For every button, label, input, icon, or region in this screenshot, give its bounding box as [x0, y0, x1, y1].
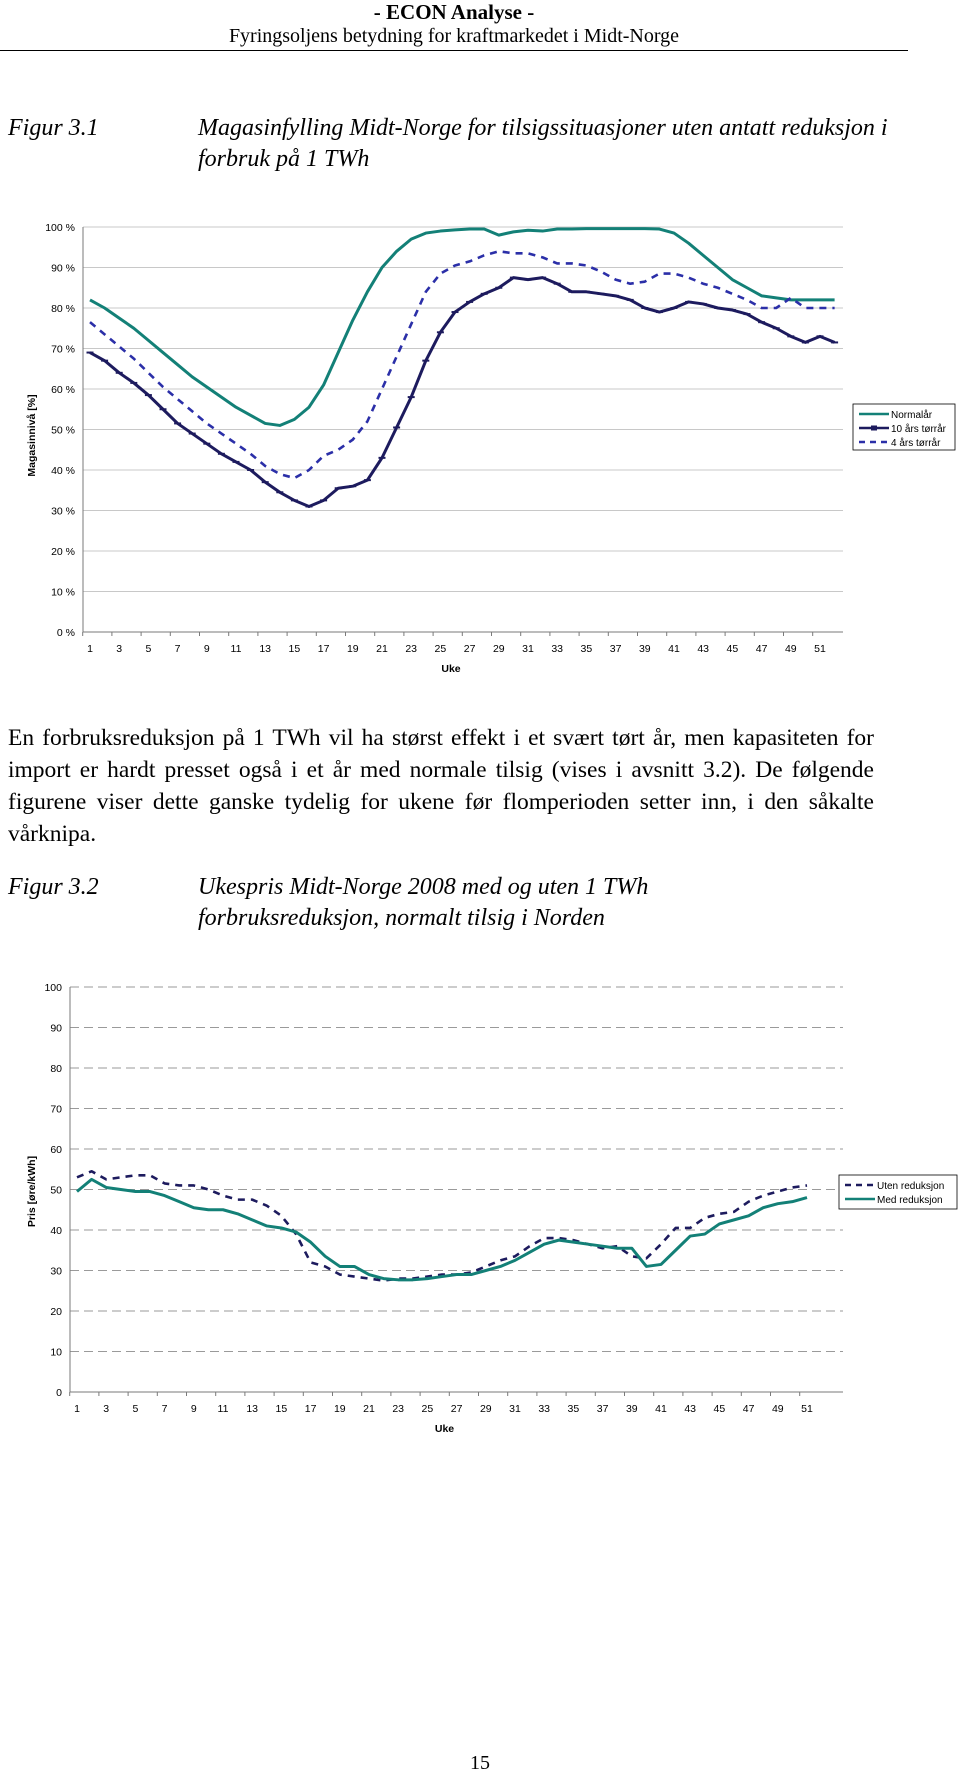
x-tick-label: 35: [580, 643, 593, 655]
x-tick-label: 43: [684, 1403, 697, 1415]
x-tick-label: 35: [567, 1403, 580, 1415]
y-axis-title: Magasinnivå [%]: [26, 394, 38, 477]
y-axis-title: Pris [øre/kWh]: [26, 1155, 38, 1228]
x-tick-label: 49: [771, 1403, 784, 1415]
x-tick-label: 9: [190, 1403, 197, 1415]
x-tick-label: 47: [755, 643, 768, 655]
x-tick-label: 27: [450, 1403, 463, 1415]
x-tick-label: 9: [203, 643, 210, 655]
x-tick-label: 5: [132, 1403, 139, 1415]
y-tick-label: 100 %: [45, 222, 75, 234]
x-tick-label: 29: [479, 1403, 492, 1415]
series-line-2: [90, 278, 835, 507]
y-tick-label: 20 %: [51, 546, 75, 558]
x-tick-label: 51: [814, 643, 826, 655]
body-paragraph: En forbruksreduksjon på 1 TWh vil ha størst effekt i et svært tørt år, men kapasiteten for import er hardt presset også i et år med normale tilsig (vises i avsnitt 3.2). De følgende figurene viser dette ganske tydelig for ukene før flomperioden setter inn, i den såkalte vårknipa.: [8, 725, 874, 847]
x-tick-label: 49: [784, 643, 797, 655]
y-tick-label: 80: [50, 1063, 62, 1075]
figure2-caption: Ukespris Midt-Norge 2008 med og uten 1 TWh forbruksreduksjon, normalt tilsig i Norden: [198, 874, 649, 931]
y-tick-label: 0: [56, 1387, 62, 1399]
figure1-caption: Magasinfylling Midt-Norge for tilsigssituasjoner uten antatt reduksjon i forbruk på 1 TWh: [198, 115, 888, 172]
x-tick-label: 33: [551, 643, 564, 655]
x-tick-label: 47: [742, 1403, 755, 1415]
x-tick-label: 5: [145, 643, 152, 655]
y-tick-label: 50 %: [51, 424, 75, 437]
x-tick-label: 37: [609, 643, 622, 655]
y-tick-label: 90 %: [51, 262, 75, 275]
header-title: - ECON Analyse -: [373, 0, 535, 24]
y-tick-label: 60 %: [51, 384, 75, 396]
y-tick-label: 20: [50, 1306, 62, 1318]
series-line-3: [90, 251, 835, 478]
chart-legend: [839, 1175, 957, 1209]
x-tick-label: 33: [538, 1403, 551, 1415]
x-tick-label: 51: [801, 1403, 813, 1415]
x-axis-title: Uke: [434, 1423, 455, 1435]
x-tick-label: 31: [522, 643, 534, 655]
y-tick-label: 40: [50, 1225, 62, 1237]
y-tick-label: 10: [50, 1346, 62, 1359]
x-tick-label: 27: [463, 643, 476, 655]
chart-legend: [853, 404, 955, 450]
x-tick-label: 41: [668, 643, 680, 655]
x-tick-label: 21: [376, 643, 388, 655]
legend-label: Med reduksjon: [877, 1195, 943, 1206]
x-axis-title: Uke: [441, 663, 461, 675]
header-subtitle: Fyringsoljens betydning for kraftmarkedet i Midt-Norge: [228, 25, 680, 47]
y-tick-label: 50: [50, 1184, 62, 1197]
y-tick-label: 90: [50, 1022, 62, 1035]
x-tick-label: 1: [87, 643, 93, 655]
series-line-1: [90, 229, 835, 426]
legend-label: Uten reduksjon: [877, 1181, 945, 1192]
x-tick-label: 39: [625, 1403, 638, 1415]
x-tick-label: 21: [363, 1403, 375, 1415]
x-tick-label: 23: [405, 643, 418, 655]
x-tick-label: 11: [230, 643, 242, 655]
figure1-label: Figur 3.1: [8, 115, 99, 141]
x-tick-label: 31: [509, 1403, 521, 1415]
figure2-label: Figur 3.2: [8, 874, 99, 900]
page-number: 15: [470, 1752, 490, 1774]
y-tick-label: 30 %: [51, 505, 75, 518]
x-tick-label: 25: [421, 1403, 434, 1415]
x-tick-label: 17: [317, 643, 330, 655]
y-tick-label: 70 %: [51, 343, 75, 356]
legend-label: 10 års tørrår: [891, 424, 947, 435]
x-tick-label: 25: [434, 643, 447, 655]
legend-label: Normalår: [891, 410, 933, 421]
x-tick-label: 45: [713, 1403, 726, 1415]
x-tick-label: 19: [333, 1403, 346, 1415]
price-chart: [0, 975, 960, 1445]
y-tick-label: 60: [50, 1144, 62, 1156]
x-tick-label: 13: [259, 643, 272, 655]
y-tick-label: 40 %: [51, 465, 75, 477]
series-line-1: [77, 1171, 807, 1280]
x-tick-label: 43: [697, 643, 710, 655]
x-tick-label: 15: [275, 1403, 288, 1415]
x-tick-label: 11: [217, 1403, 229, 1415]
x-tick-label: 29: [492, 643, 505, 655]
reservoir-chart: [0, 215, 960, 685]
x-tick-label: 15: [288, 643, 301, 655]
header-rule: [0, 50, 908, 51]
x-tick-label: 13: [246, 1403, 259, 1415]
x-tick-label: 17: [304, 1403, 317, 1415]
x-tick-label: 19: [346, 643, 359, 655]
x-tick-label: 3: [116, 643, 123, 655]
x-tick-label: 3: [103, 1403, 110, 1415]
x-tick-label: 37: [596, 1403, 609, 1415]
x-tick-label: 41: [655, 1403, 667, 1415]
y-tick-label: 30: [50, 1265, 62, 1278]
y-tick-label: 100: [44, 982, 62, 994]
x-tick-label: 1: [74, 1403, 80, 1415]
y-tick-label: 0 %: [56, 627, 75, 639]
x-tick-label: 7: [174, 643, 181, 655]
x-tick-label: 7: [161, 1403, 168, 1415]
legend-label: 4 års tørrår: [891, 438, 941, 449]
x-tick-label: 45: [726, 643, 739, 655]
y-tick-label: 10 %: [51, 586, 75, 599]
x-tick-label: 23: [392, 1403, 405, 1415]
x-tick-label: 39: [638, 643, 651, 655]
y-tick-label: 80 %: [51, 303, 75, 315]
y-tick-label: 70: [50, 1103, 62, 1116]
